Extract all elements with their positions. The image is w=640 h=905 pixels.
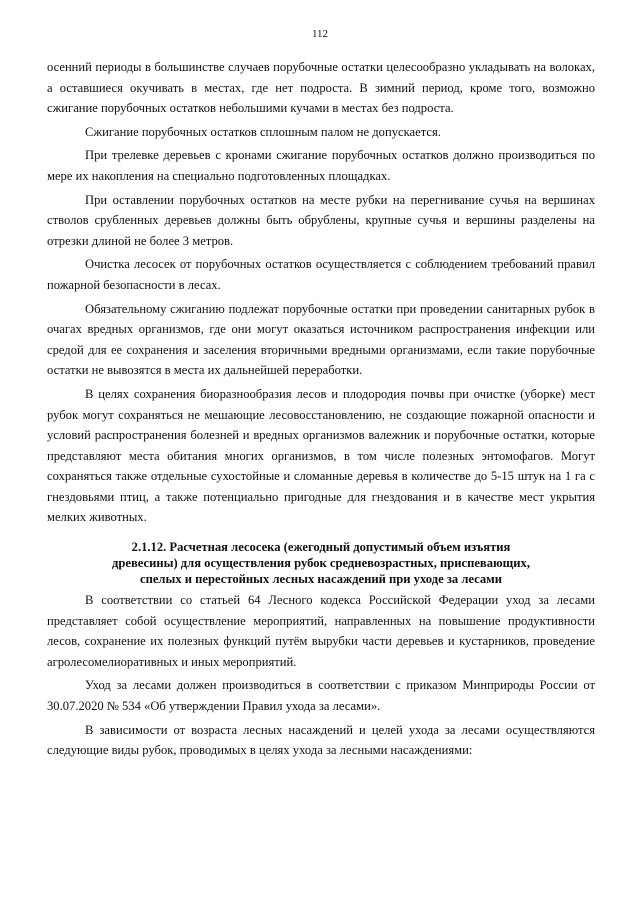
section-heading bbox=[47, 539, 595, 587]
page-number: 112 bbox=[311, 28, 329, 40]
paragraph-3: При трелевке деревьев с кронами сжигание порубочных остатков должно производиться по мере их накопления на специально подготовленных площадках. bbox=[47, 148, 595, 183]
section-heading-line-2: древесины) для осуществления рубок средневозрастных, приспевающих, bbox=[112, 556, 530, 571]
paragraph-8: В соответствии со статьей 64 Лесного кодекса Российской Федерации уход за лесами представляет собой осуществление мероприятий, направленных на повышение продуктивности лесов, сохранение их полезных функций путём вырубки части деревьев и кустарников, проведение агролесомелиоративных и иных мероприятий. bbox=[47, 593, 595, 669]
section-heading-line-1: 2.1.12. Расчетная лесосека (ежегодный допустимый объем изъятия bbox=[131, 540, 511, 555]
paragraph-4: При оставлении порубочных остатков на месте рубки на перегнивание сучья на вершинах стволов срубленных деревьев должны быть обрублены, крупные сучья и вершины разделены на отрезки длиной не более 3 метров. bbox=[47, 192, 595, 248]
paragraph-5: Очистка лесосек от порубочных остатков осуществляется с соблюдением требований правил пожарной безопасности в лесах. bbox=[47, 257, 595, 292]
paragraph-7: В целях сохранения биоразнообразия лесов и плодородия почвы при очистке (уборке) мест рубок могут сохраняться не мешающие лесовосстановлению, не создающие пожарной опасности и условий распространения болезней и вредных организмов валежник и порубочные остатки, которые представляют места обитания многих организмов, в том числе полезных энтомофагов. Могут сохраняться также отдельные сухостойные и сломанные деревья в количестве до 5-15 штук на 1 га с гнездовьями птиц, а также потенциально пригодные для гнездования и в качестве мест укрытия мелких животных. bbox=[47, 386, 595, 525]
section-heading-line-3: спелых и перестойных лесных насаждений при уходе за лесами bbox=[139, 572, 503, 587]
paragraph-2: Сжигание порубочных остатков сплошным палом не допускается. bbox=[85, 124, 441, 139]
paragraph-1: осенний периоды в большинстве случаев порубочные остатки целесообразно укладывать на волоках, а оставшиеся окучивать в местах, где нет подроста. В зимний период, кроме того, возможно сжигание порубочных остатков небольшими кучами в местах без подроста. bbox=[47, 60, 595, 116]
paragraph-6: Обязательному сжиганию подлежат порубочные остатки при проведении санитарных рубок в очагах вредных организмов, где они могут оказаться источником распространения инфекции или средой для ее сохранения и заселения вторичными вредными организмами, если такие порубочные остатки не вывозятся в места их дальнейшей переработки. bbox=[47, 301, 595, 378]
paragraph-9: Уход за лесами должен производиться в соответствии с приказом Минприроды России от 30.07.2020 № 534 «Об утверждении Правил ухода за лесами». bbox=[47, 678, 595, 714]
page-body bbox=[47, 57, 595, 761]
paragraph-10: В зависимости от возраста лесных насаждений и целей ухода за лесами осуществляются следующие виды рубок, проводимых в целях ухода за лесными насаждениями: bbox=[47, 722, 595, 758]
